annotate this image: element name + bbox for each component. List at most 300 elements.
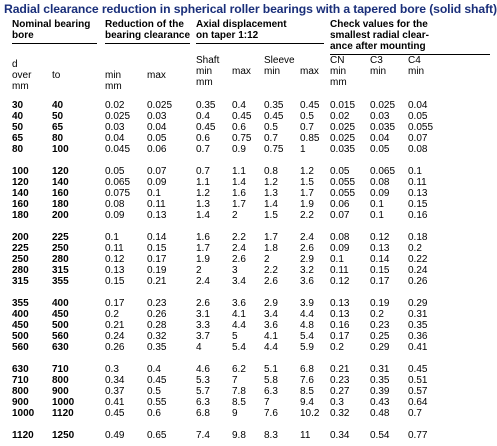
subheader-shaft: Shaft — [196, 55, 220, 66]
cell-shaft-max: 4.1 — [232, 309, 246, 320]
cell-bore-over: 40 — [12, 111, 24, 122]
table-row — [0, 133, 497, 144]
cell-sleeve-min: 8.3 — [264, 430, 278, 441]
subheader-to: to — [52, 70, 61, 81]
cell-sleeve-min: 1.4 — [264, 199, 278, 210]
cell-cn-min: 0.17 — [330, 331, 350, 342]
cell-sleeve-max: 1.9 — [300, 199, 314, 210]
cell-shaft-min: 3.3 — [196, 320, 210, 331]
cell-sleeve-min: 3.4 — [264, 309, 278, 320]
cell-sleeve-max: 5.9 — [300, 342, 314, 353]
cell-shaft-min: 1.6 — [196, 232, 210, 243]
table-row — [0, 331, 497, 342]
cell-sleeve-max: 2.9 — [300, 254, 314, 265]
cell-shaft-min: 1.7 — [196, 243, 210, 254]
cell-shaft-min: 1.3 — [196, 199, 210, 210]
cell-bore-to: 1000 — [52, 397, 75, 408]
header-bore-line2: bore — [12, 30, 34, 41]
cell-sleeve-min: 1.8 — [264, 243, 278, 254]
cell-c3-min: 0.12 — [370, 232, 390, 243]
cell-bore-to: 800 — [52, 375, 69, 386]
cell-bore-to: 355 — [52, 276, 69, 287]
cell-c4-min: 0.05 — [408, 111, 428, 122]
cell-reduction-max: 0.11 — [147, 199, 166, 210]
cell-bore-over: 800 — [12, 386, 29, 397]
header-bore-line1: Nominal bearing — [12, 19, 91, 30]
cell-c4-min: 0.24 — [408, 265, 428, 276]
cell-reduction-min: 0.02 — [105, 100, 125, 111]
cell-sleeve-min: 0.75 — [264, 144, 284, 155]
cell-sleeve-min: 0.35 — [264, 100, 284, 111]
subheader-shaft-min: min — [196, 66, 213, 77]
cell-cn-min: 0.16 — [330, 320, 350, 331]
cell-reduction-max: 0.32 — [147, 331, 167, 342]
cell-bore-to: 1120 — [52, 408, 74, 419]
cell-reduction-max: 0.35 — [147, 342, 167, 353]
cell-cn-min: 0.025 — [330, 133, 356, 144]
cell-reduction-min: 0.065 — [105, 177, 131, 188]
cell-c4-min: 0.16 — [408, 210, 428, 221]
cell-sleeve-max: 3.6 — [300, 276, 314, 287]
cell-shaft-min: 1.1 — [196, 177, 210, 188]
table-row — [0, 364, 497, 375]
cell-cn-min: 0.2 — [330, 342, 344, 353]
cell-cn-min: 0.09 — [330, 243, 350, 254]
cell-c4-min: 0.35 — [408, 320, 428, 331]
cell-shaft-min: 2 — [196, 265, 202, 276]
cell-shaft-max: 5 — [232, 331, 238, 342]
table-row — [0, 210, 497, 221]
cell-reduction-max: 0.4 — [147, 364, 161, 375]
cell-bore-over: 1120 — [12, 430, 34, 441]
cell-c4-min: 0.07 — [408, 133, 428, 144]
cell-c4-min: 0.64 — [408, 397, 428, 408]
cell-c4-min: 0.45 — [408, 364, 428, 375]
subheader-check-mm: mm — [330, 77, 347, 88]
cell-bore-to: 315 — [52, 265, 69, 276]
cell-c3-min: 0.025 — [370, 100, 396, 111]
cell-reduction-max: 0.04 — [147, 122, 167, 133]
cell-cn-min: 0.23 — [330, 375, 350, 386]
cell-reduction-max: 0.13 — [147, 210, 167, 221]
cell-reduction-min: 0.21 — [105, 320, 125, 331]
cell-bore-over: 900 — [12, 397, 29, 408]
cell-c3-min: 0.31 — [370, 364, 390, 375]
cell-shaft-min: 3.7 — [196, 331, 210, 342]
cell-sleeve-min: 7.6 — [264, 408, 278, 419]
cell-bore-to: 100 — [52, 144, 69, 155]
header-rule-bore — [12, 43, 97, 44]
cell-c3-min: 0.05 — [370, 144, 390, 155]
cell-shaft-min: 2.6 — [196, 298, 210, 309]
cell-reduction-min: 0.04 — [105, 133, 125, 144]
header-axial-line2: on taper 1:12 — [196, 30, 259, 41]
subheader-cn: CN — [330, 55, 345, 66]
cell-c3-min: 0.1 — [370, 210, 384, 221]
table-row — [0, 188, 497, 199]
cell-cn-min: 0.07 — [330, 210, 350, 221]
cell-reduction-min: 0.24 — [105, 331, 125, 342]
cell-bore-over: 80 — [12, 144, 24, 155]
cell-reduction-max: 0.21 — [147, 276, 167, 287]
cell-cn-min: 0.08 — [330, 232, 350, 243]
cell-c3-min: 0.48 — [370, 408, 390, 419]
table-row — [0, 254, 497, 265]
cell-bore-to: 250 — [52, 243, 69, 254]
cell-reduction-min: 0.05 — [105, 166, 125, 177]
cell-bore-over: 180 — [12, 210, 29, 221]
cell-c3-min: 0.2 — [370, 309, 384, 320]
cell-cn-min: 0.34 — [330, 430, 350, 441]
cell-reduction-min: 0.2 — [105, 309, 119, 320]
cell-reduction-min: 0.26 — [105, 342, 125, 353]
cell-cn-min: 0.32 — [330, 408, 350, 419]
cell-reduction-max: 0.45 — [147, 375, 167, 386]
cell-shaft-max: 3 — [232, 265, 238, 276]
cell-shaft-min: 2.4 — [196, 276, 210, 287]
cell-sleeve-min: 2.6 — [264, 276, 278, 287]
cell-c4-min: 0.15 — [408, 199, 428, 210]
cell-cn-min: 0.02 — [330, 111, 350, 122]
cell-sleeve-max: 10.2 — [300, 408, 320, 419]
cell-cn-min: 0.025 — [330, 122, 356, 133]
cell-sleeve-max: 1.7 — [300, 188, 314, 199]
header-bore — [12, 19, 90, 41]
cell-sleeve-min: 1.3 — [264, 188, 278, 199]
cell-shaft-min: 6.8 — [196, 408, 210, 419]
cell-shaft-max: 1.4 — [232, 177, 246, 188]
cell-shaft-max: 0.6 — [232, 122, 246, 133]
cell-reduction-min: 0.075 — [105, 188, 131, 199]
cell-reduction-max: 0.07 — [147, 166, 167, 177]
header-rule-axial — [196, 43, 324, 44]
cell-shaft-max: 1.1 — [232, 166, 246, 177]
cell-c3-min: 0.04 — [370, 133, 390, 144]
subheader-c3: C3 — [370, 55, 383, 66]
cell-c4-min: 0.055 — [408, 122, 434, 133]
table-row — [0, 265, 497, 276]
cell-shaft-min: 5.3 — [196, 375, 210, 386]
cell-sleeve-max: 0.7 — [300, 122, 314, 133]
header-reduction — [105, 19, 190, 41]
table-row — [0, 342, 497, 353]
table-row — [0, 199, 497, 210]
cell-bore-over: 1000 — [12, 408, 35, 419]
cell-reduction-max: 0.14 — [147, 232, 167, 243]
cell-c4-min: 0.29 — [408, 298, 428, 309]
cell-shaft-max: 3.4 — [232, 276, 246, 287]
cell-sleeve-max: 0.5 — [300, 111, 314, 122]
cell-shaft-min: 4.6 — [196, 364, 210, 375]
cell-sleeve-min: 5.8 — [264, 375, 278, 386]
cell-reduction-min: 0.03 — [105, 122, 125, 133]
cell-shaft-max: 7.8 — [232, 386, 246, 397]
header-check — [330, 19, 429, 52]
cell-sleeve-max: 4.4 — [300, 309, 314, 320]
subheader-over: over — [12, 70, 32, 81]
cell-shaft-max: 5.4 — [232, 342, 246, 353]
cell-reduction-max: 0.03 — [147, 111, 167, 122]
cell-cn-min: 0.06 — [330, 199, 350, 210]
cell-cn-min: 0.015 — [330, 100, 356, 111]
cell-cn-min: 0.13 — [330, 298, 350, 309]
cell-sleeve-min: 0.7 — [264, 133, 278, 144]
cell-sleeve-max: 1.5 — [300, 177, 314, 188]
cell-shaft-max: 1.6 — [232, 188, 246, 199]
cell-bore-over: 225 — [12, 243, 29, 254]
cell-bore-over: 710 — [12, 375, 29, 386]
cell-reduction-min: 0.08 — [105, 199, 125, 210]
cell-c3-min: 0.09 — [370, 188, 390, 199]
cell-bore-to: 140 — [52, 177, 69, 188]
cell-c4-min: 0.11 — [408, 177, 427, 188]
cell-bore-to: 50 — [52, 111, 64, 122]
cell-shaft-min: 3.1 — [196, 309, 210, 320]
subheader-shaft-max: max — [232, 66, 251, 77]
cell-c3-min: 0.035 — [370, 122, 396, 133]
cell-bore-to: 710 — [52, 364, 69, 375]
subheader-reduction-min: min — [105, 70, 122, 81]
cell-shaft-min: 0.7 — [196, 166, 210, 177]
subheader-d: d — [12, 59, 18, 70]
table-row — [0, 320, 497, 331]
cell-reduction-min: 0.15 — [105, 276, 125, 287]
subheader-sleeve-max: max — [300, 66, 319, 77]
cell-shaft-max: 4.4 — [232, 320, 246, 331]
cell-shaft-min: 5.7 — [196, 386, 210, 397]
cell-c3-min: 0.39 — [370, 386, 390, 397]
cell-sleeve-min: 1.5 — [264, 210, 278, 221]
cell-sleeve-max: 2.4 — [300, 232, 314, 243]
cell-sleeve-min: 2.9 — [264, 298, 278, 309]
subheader-sleeve-min: min — [264, 66, 281, 77]
cell-c3-min: 0.54 — [370, 430, 390, 441]
cell-c4-min: 0.57 — [408, 386, 428, 397]
cell-reduction-max: 0.05 — [147, 133, 167, 144]
cell-shaft-max: 8.5 — [232, 397, 246, 408]
cell-sleeve-max: 1 — [300, 144, 306, 155]
table-row — [0, 408, 497, 419]
cell-shaft-min: 0.35 — [196, 100, 216, 111]
table-row — [0, 243, 497, 254]
cell-c4-min: 0.77 — [408, 430, 428, 441]
cell-sleeve-max: 3.2 — [300, 265, 314, 276]
cell-sleeve-max: 4.8 — [300, 320, 314, 331]
cell-reduction-min: 0.1 — [105, 232, 119, 243]
cell-c3-min: 0.25 — [370, 331, 390, 342]
cell-c4-min: 0.26 — [408, 276, 428, 287]
cell-bore-to: 900 — [52, 386, 69, 397]
cell-reduction-min: 0.17 — [105, 298, 125, 309]
cell-reduction-min: 0.34 — [105, 375, 125, 386]
cell-reduction-max: 0.09 — [147, 177, 167, 188]
cell-c4-min: 0.36 — [408, 331, 428, 342]
cell-sleeve-min: 2 — [264, 254, 270, 265]
cell-bore-over: 355 — [12, 298, 29, 309]
cell-sleeve-max: 9.4 — [300, 397, 314, 408]
table-row — [0, 397, 497, 408]
cell-cn-min: 0.12 — [330, 276, 350, 287]
cell-c3-min: 0.14 — [370, 254, 390, 265]
table-row — [0, 309, 497, 320]
cell-c3-min: 0.43 — [370, 397, 390, 408]
cell-reduction-max: 0.5 — [147, 386, 161, 397]
cell-c3-min: 0.23 — [370, 320, 390, 331]
cell-shaft-min: 0.4 — [196, 111, 210, 122]
cell-c4-min: 0.7 — [408, 408, 422, 419]
cell-c4-min: 0.18 — [408, 232, 428, 243]
header-reduction-line1: Reduction of the — [105, 19, 184, 30]
cell-bore-over: 30 — [12, 100, 24, 111]
header-reduction-line2: bearing clearance — [105, 30, 191, 41]
cell-reduction-min: 0.13 — [105, 265, 125, 276]
cell-sleeve-min: 7 — [264, 397, 270, 408]
cell-bore-over: 250 — [12, 254, 29, 265]
cell-bore-over: 280 — [12, 265, 29, 276]
subheader-reduction-mm: mm — [105, 81, 122, 92]
cell-bore-over: 500 — [12, 331, 29, 342]
cell-reduction-max: 0.26 — [147, 309, 167, 320]
cell-sleeve-min: 4.4 — [264, 342, 278, 353]
cell-reduction-max: 0.65 — [147, 430, 167, 441]
cell-shaft-min: 6.3 — [196, 397, 210, 408]
cell-bore-to: 200 — [52, 210, 69, 221]
cell-reduction-max: 0.55 — [147, 397, 167, 408]
cell-sleeve-min: 0.8 — [264, 166, 278, 177]
cell-cn-min: 0.11 — [330, 265, 349, 276]
cell-sleeve-max: 6.8 — [300, 364, 314, 375]
cell-cn-min: 0.05 — [330, 166, 350, 177]
cell-reduction-min: 0.45 — [105, 408, 125, 419]
cell-c3-min: 0.29 — [370, 342, 390, 353]
table-row — [0, 232, 497, 243]
cell-reduction-min: 0.11 — [105, 243, 124, 254]
cell-c4-min: 0.41 — [408, 342, 428, 353]
cell-bore-over: 65 — [12, 133, 24, 144]
cell-c3-min: 0.08 — [370, 177, 390, 188]
cell-bore-to: 1250 — [52, 430, 75, 441]
cell-cn-min: 0.055 — [330, 177, 356, 188]
cell-sleeve-max: 3.9 — [300, 298, 314, 309]
cell-bore-over: 200 — [12, 232, 29, 243]
cell-c3-min: 0.065 — [370, 166, 396, 177]
header-check-line3: ance after mounting — [330, 41, 426, 52]
cell-bore-to: 280 — [52, 254, 69, 265]
cell-cn-min: 0.3 — [330, 397, 344, 408]
cell-shaft-max: 2.2 — [232, 232, 246, 243]
cell-c3-min: 0.13 — [370, 243, 390, 254]
header-check-line1: Check values for the — [330, 19, 428, 30]
cell-reduction-min: 0.37 — [105, 386, 125, 397]
cell-reduction-min: 0.41 — [105, 397, 125, 408]
cell-shaft-min: 4 — [196, 342, 202, 353]
table-row — [0, 386, 497, 397]
cell-reduction-min: 0.025 — [105, 111, 131, 122]
cell-sleeve-max: 11 — [300, 430, 311, 441]
table-row — [0, 166, 497, 177]
cell-sleeve-max: 5.4 — [300, 331, 314, 342]
cell-shaft-max: 9.8 — [232, 430, 246, 441]
subheader-bore-mm: mm — [12, 81, 29, 92]
cell-c4-min: 0.31 — [408, 309, 428, 320]
cell-shaft-max: 0.45 — [232, 111, 252, 122]
cell-sleeve-max: 7.6 — [300, 375, 314, 386]
cell-c3-min: 0.03 — [370, 111, 390, 122]
cell-reduction-min: 0.3 — [105, 364, 119, 375]
cell-c4-min: 0.1 — [408, 166, 422, 177]
table-row — [0, 177, 497, 188]
header-rule-reduction — [105, 43, 190, 44]
cell-reduction-max: 0.23 — [147, 298, 167, 309]
cell-bore-over: 450 — [12, 320, 29, 331]
cell-reduction-max: 0.1 — [147, 188, 161, 199]
cell-sleeve-max: 2.6 — [300, 243, 314, 254]
cell-shaft-max: 2.6 — [232, 254, 246, 265]
table-row — [0, 144, 497, 155]
cell-bore-to: 500 — [52, 320, 69, 331]
cell-cn-min: 0.13 — [330, 309, 350, 320]
cell-sleeve-max: 2.2 — [300, 210, 314, 221]
cell-sleeve-min: 3.6 — [264, 320, 278, 331]
cell-bore-to: 180 — [52, 199, 69, 210]
cell-cn-min: 0.055 — [330, 188, 356, 199]
cell-shaft-max: 1.7 — [232, 199, 246, 210]
cell-cn-min: 0.27 — [330, 386, 350, 397]
cell-bore-to: 40 — [52, 100, 64, 111]
cell-c3-min: 0.15 — [370, 265, 390, 276]
cell-shaft-max: 2.4 — [232, 243, 246, 254]
cell-reduction-max: 0.025 — [147, 100, 173, 111]
header-check-line2: smallest radial clear- — [330, 30, 429, 41]
cell-c4-min: 0.13 — [408, 188, 428, 199]
cell-c4-min: 0.22 — [408, 254, 428, 265]
cell-reduction-max: 0.15 — [147, 243, 167, 254]
cell-reduction-max: 0.28 — [147, 320, 167, 331]
cell-reduction-max: 0.17 — [147, 254, 167, 265]
cell-sleeve-min: 2.2 — [264, 265, 278, 276]
cell-bore-over: 400 — [12, 309, 29, 320]
cell-shaft-max: 3.6 — [232, 298, 246, 309]
table-row — [0, 298, 497, 309]
subheader-cn-min: min — [330, 66, 347, 77]
table-row — [0, 276, 497, 287]
cell-c3-min: 0.35 — [370, 375, 390, 386]
cell-bore-to: 560 — [52, 331, 69, 342]
cell-c4-min: 0.08 — [408, 144, 428, 155]
cell-bore-over: 140 — [12, 188, 29, 199]
cell-shaft-max: 7 — [232, 375, 238, 386]
cell-bore-to: 450 — [52, 309, 69, 320]
cell-shaft-max: 0.75 — [232, 133, 252, 144]
cell-shaft-max: 0.4 — [232, 100, 246, 111]
cell-bore-to: 80 — [52, 133, 64, 144]
cell-reduction-max: 0.06 — [147, 144, 167, 155]
cell-sleeve-min: 1.2 — [264, 177, 278, 188]
subheader-c3-min: min — [370, 66, 387, 77]
cell-shaft-max: 0.9 — [232, 144, 246, 155]
cell-reduction-max: 0.6 — [147, 408, 161, 419]
cell-c4-min: 0.04 — [408, 100, 428, 111]
cell-sleeve-min: 0.45 — [264, 111, 284, 122]
cell-bore-to: 120 — [52, 166, 69, 177]
cell-c3-min: 0.19 — [370, 298, 390, 309]
cell-sleeve-min: 1.7 — [264, 232, 278, 243]
cell-sleeve-max: 0.45 — [300, 100, 320, 111]
table-row — [0, 111, 497, 122]
subheader-c4: C4 — [408, 55, 421, 66]
cell-reduction-max: 0.19 — [147, 265, 167, 276]
cell-shaft-max: 2 — [232, 210, 238, 221]
